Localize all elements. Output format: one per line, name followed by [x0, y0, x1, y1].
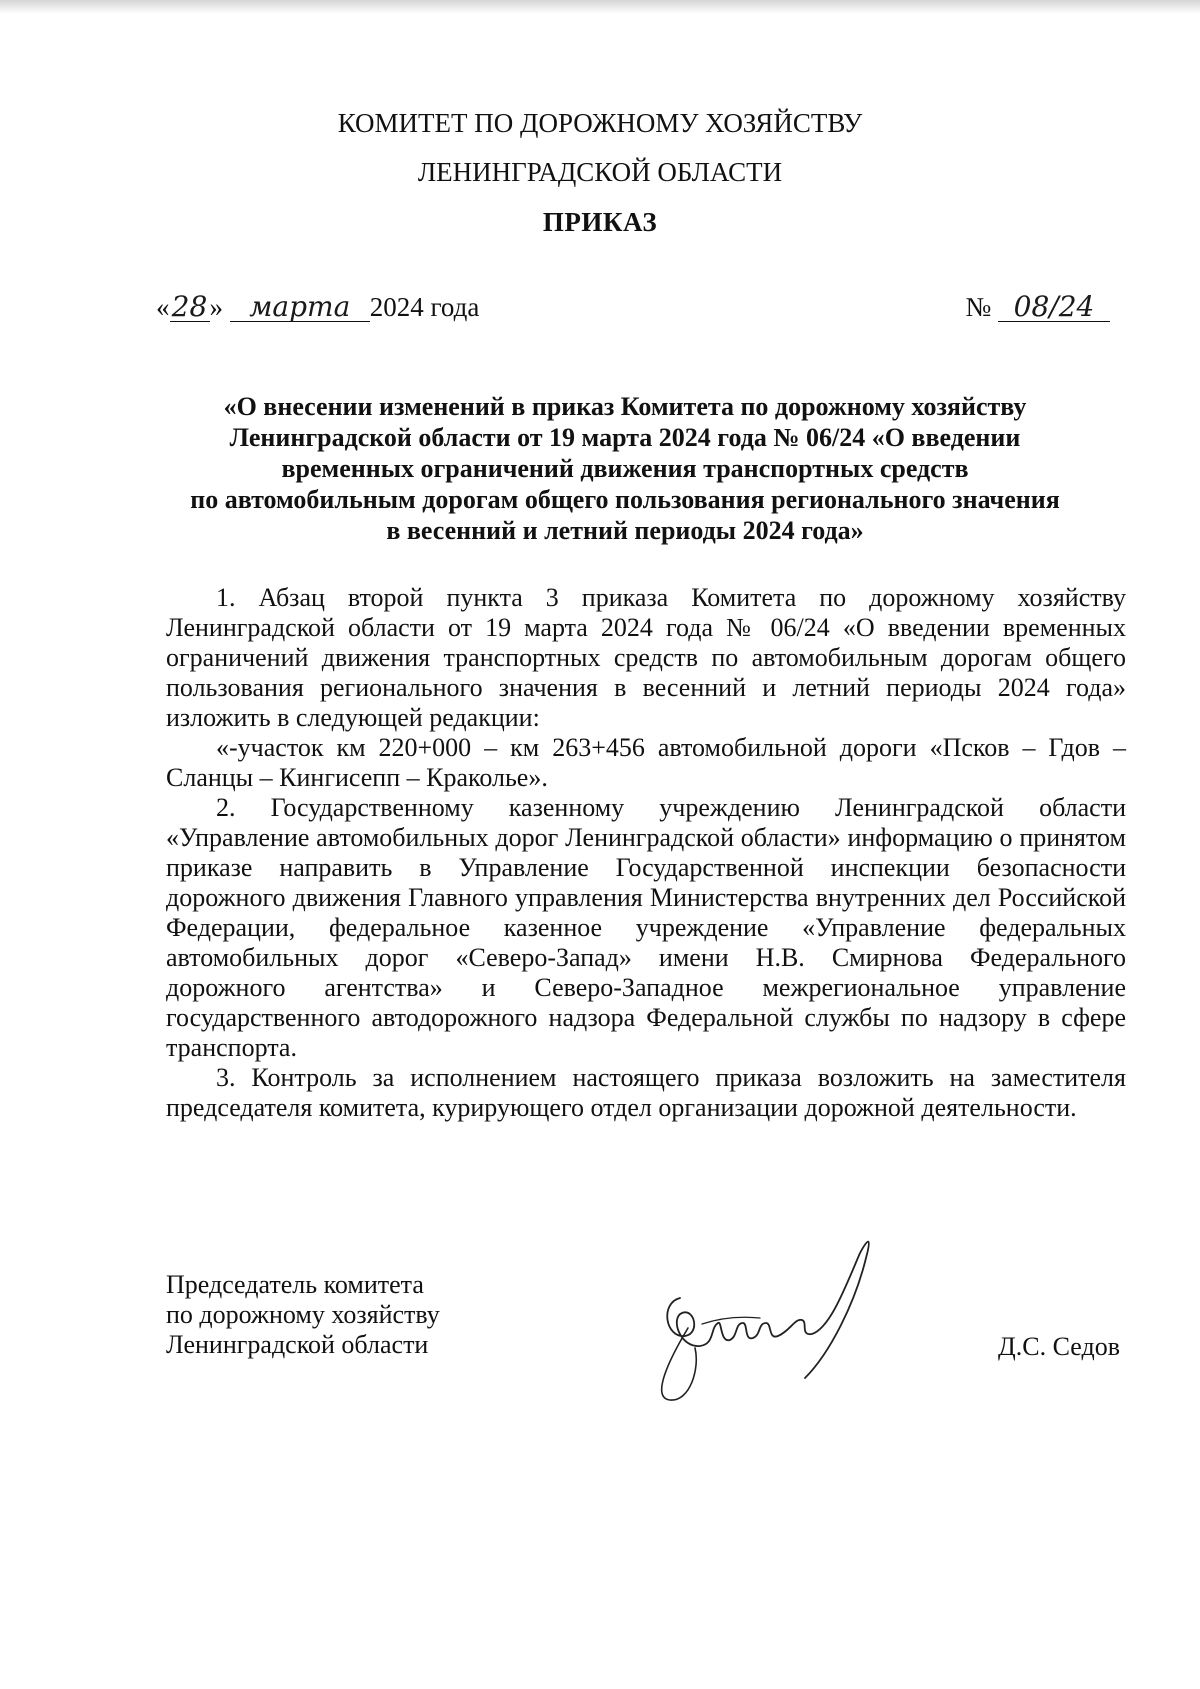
order-number-prefix: №: [965, 292, 992, 322]
scan-edge-shadow: [0, 0, 1200, 14]
date-day-handwritten: 28: [170, 293, 210, 322]
subject-line: в весенний и летний периоды 2024 года»: [386, 516, 864, 545]
order-number-handwritten: 08/24: [998, 293, 1110, 322]
signatory-title: [166, 1270, 440, 1360]
signatory-name: Д.С. Седов: [998, 1332, 1120, 1361]
org-name-line2: ЛЕНИНГРАДСКОЙ ОБЛАСТИ: [417, 157, 783, 187]
org-name-line1: КОМИТЕТ ПО ДОРОЖНОМУ ХОЗЯЙСТВУ: [337, 108, 863, 138]
subject-line: временных ограничений движения транспортных средств: [281, 454, 969, 483]
date-open-quote: «: [156, 292, 170, 322]
paragraph-2: 2. Государственному казенному учреждению Ленинградской области «Управление автомобильных дорог Ленинградской области» информацию о принятом приказе направить в Управление Государственной инспекции безопасности дорожного движения Главного управления Министерства внутренних дел Российской Федерации, федеральное казенное учреждение «Управление федеральных автомобильных дорог «Северо-Запад» имени Н.В. Смирнова Федерального дорожного агентства» и Северо-Западное межрегиональное управление государственного автодорожного надзора Федеральной службы по надзору в сфере транспорта.: [166, 793, 1126, 1062]
order-number: [965, 292, 1110, 323]
subject-line: «О внесении изменений в приказ Комитета по дорожному хозяйству: [223, 392, 1027, 421]
date-close-quote: »: [209, 292, 223, 322]
order-date: [156, 292, 479, 323]
signatory-title-line: Председатель комитета: [166, 1270, 424, 1299]
paragraph-1-quote: «-участок км 220+000 – км 263+456 автомобильной дороги «Псков – Гдов – Сланцы – Кингисепп – Краколье».: [166, 733, 1126, 792]
paragraph-1: 1. Абзац второй пункта 3 приказа Комитета по дорожному хозяйству Ленинградской области от 19 марта 2024 года № 06/24 «О введении временных ограничений движения транспортных средств по автомобильным дорогам общего пользования регионального значения в весенний и летний периоды 2024 года» изложить в следующей редакции:: [166, 583, 1126, 732]
paragraph-3: 3. Контроль за исполнением настоящего приказа возложить на заместителя председателя комитета, курирующего отдел организации дорожной деятельности.: [166, 1063, 1126, 1122]
subject-line: по автомобильным дорогам общего пользования регионального значения: [190, 485, 1060, 514]
order-body: [166, 583, 1126, 1123]
document-type: ПРИКАЗ: [542, 207, 658, 237]
signatory-title-line: по дорожному хозяйству: [166, 1300, 440, 1329]
signatory-title-line: Ленинградской области: [166, 1330, 429, 1359]
handwritten-signature: [640, 1228, 930, 1418]
order-subject: [130, 391, 1120, 546]
date-year: 2024 года: [369, 292, 480, 322]
subject-line: Ленинградской области от 19 марта 2024 года № 06/24 «О введении: [229, 423, 1021, 452]
date-month-handwritten: марта: [230, 293, 370, 322]
